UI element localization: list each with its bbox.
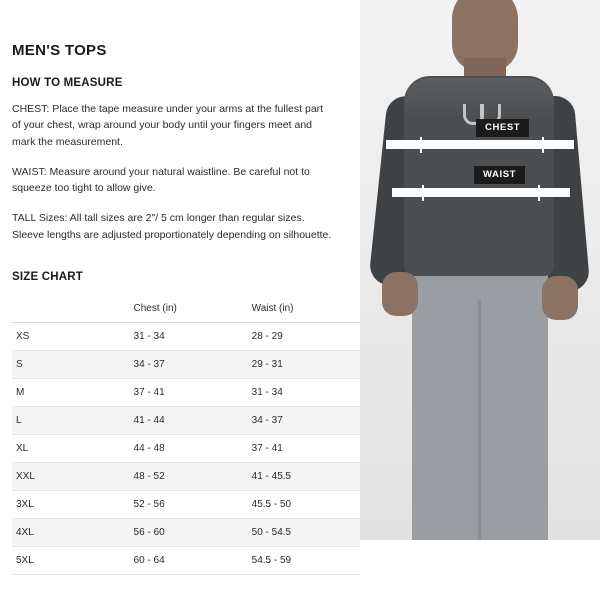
cell-size: 5XL xyxy=(12,546,130,574)
model-photo-image xyxy=(360,0,600,540)
table-row xyxy=(12,434,362,462)
table-row xyxy=(12,490,362,518)
waist-band-label: WAIST xyxy=(474,166,525,184)
table-row xyxy=(12,406,362,434)
table-row xyxy=(12,378,362,406)
cell-size: XS xyxy=(12,322,130,350)
model-photo xyxy=(360,0,600,600)
table-row xyxy=(12,462,362,490)
cell-size: XXL xyxy=(12,462,130,490)
table-header-row xyxy=(12,297,362,323)
measure-paragraph-chest: CHEST: Place the tape measure under your arms at the fullest part of your chest, wrap around your body until your fingers meet and mark the measurement. xyxy=(12,103,324,148)
cell-waist: 45.5 - 50 xyxy=(248,490,362,518)
cell-waist: 54.5 - 59 xyxy=(248,546,362,574)
size-chart-heading: SIZE CHART xyxy=(12,270,83,283)
column-header-chest: Chest (in) xyxy=(130,297,248,323)
waist-tick-right xyxy=(538,185,540,201)
waist-measure-band xyxy=(392,188,570,197)
cell-size: L xyxy=(12,406,130,434)
size-chart-head xyxy=(12,297,362,323)
size-chart-body xyxy=(12,322,362,574)
waist-tick-left xyxy=(422,185,424,201)
cell-chest: 48 - 52 xyxy=(130,462,248,490)
cell-chest: 44 - 48 xyxy=(130,434,248,462)
chest-tick-left xyxy=(420,137,422,153)
cell-chest: 31 - 34 xyxy=(130,322,248,350)
cell-size: M xyxy=(12,378,130,406)
cell-chest: 41 - 44 xyxy=(130,406,248,434)
table-row xyxy=(12,518,362,546)
column-header-size xyxy=(12,297,130,323)
cell-waist: 28 - 29 xyxy=(248,322,362,350)
cell-waist: 34 - 37 xyxy=(248,406,362,434)
measure-paragraph-tall: TALL Sizes: All tall sizes are 2"/ 5 cm longer than regular sizes. Sleeve lengths are adjusted proportionately depending on silhouette. xyxy=(12,212,332,241)
cell-waist: 29 - 31 xyxy=(248,350,362,378)
table-row xyxy=(12,350,362,378)
column-header-waist: Waist (in) xyxy=(248,297,362,323)
pants-seam xyxy=(478,300,481,540)
cell-chest: 56 - 60 xyxy=(130,518,248,546)
table-row xyxy=(12,546,362,574)
model-hand-left xyxy=(382,272,418,316)
chest-band-label: CHEST xyxy=(476,119,529,137)
cell-waist: 50 - 54.5 xyxy=(248,518,362,546)
cell-size: 3XL xyxy=(12,490,130,518)
model-hand-right xyxy=(542,276,578,320)
page-title: MEN'S TOPS xyxy=(12,42,107,59)
table-row xyxy=(12,322,362,350)
cell-waist: 31 - 34 xyxy=(248,378,362,406)
how-to-measure-heading: HOW TO MEASURE xyxy=(12,77,123,89)
cell-waist: 41 - 45.5 xyxy=(248,462,362,490)
cell-chest: 60 - 64 xyxy=(130,546,248,574)
cell-waist: 37 - 41 xyxy=(248,434,362,462)
cell-size: XL xyxy=(12,434,130,462)
cell-chest: 37 - 41 xyxy=(130,378,248,406)
size-chart-table xyxy=(12,297,362,575)
cell-size: S xyxy=(12,350,130,378)
chest-measure-band xyxy=(386,140,574,149)
measure-paragraph-waist: WAIST: Measure around your natural waistline. Be careful not to squeeze too tight to allow give. xyxy=(12,165,310,195)
cell-size: 4XL xyxy=(12,518,130,546)
cell-chest: 52 - 56 xyxy=(130,490,248,518)
cell-chest: 34 - 37 xyxy=(130,350,248,378)
chest-tick-right xyxy=(542,137,544,153)
